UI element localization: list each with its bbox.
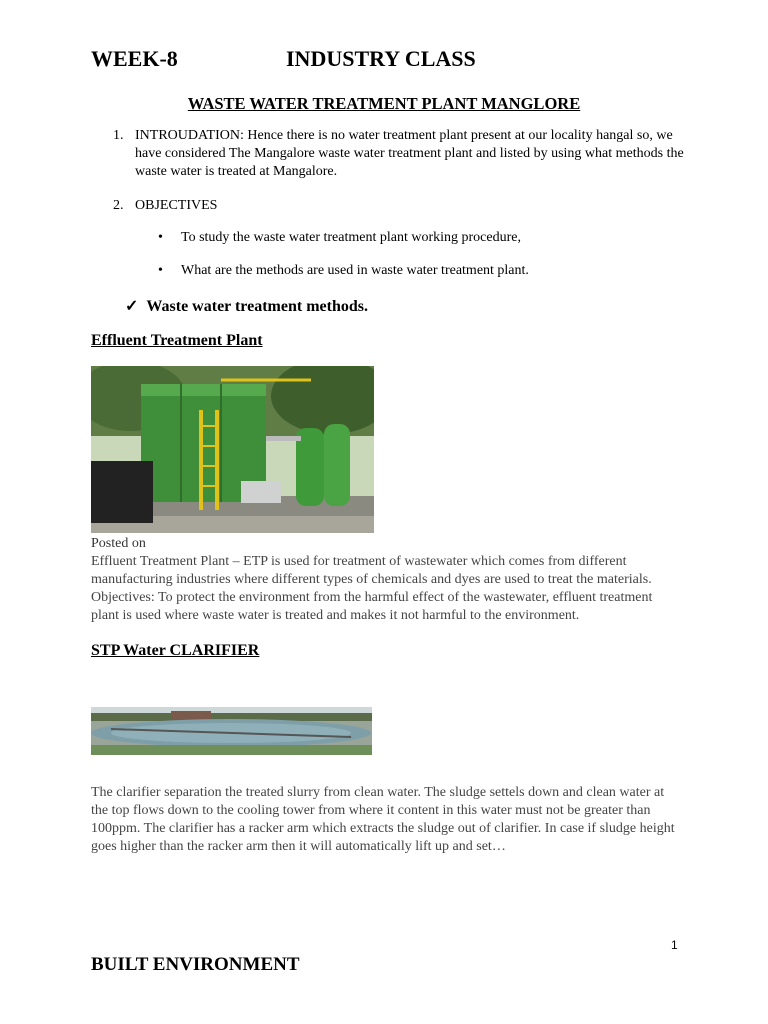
introduction-text: INTROUDATION: Hence there is no water treatment plant present at our locality hangal so, we have considered The Mangalore waste water treatment plant and listed by using what methods the waste water is treated at Mangalore. [135, 128, 684, 179]
posted-label: Posted on [91, 536, 146, 551]
footer-title: BUILT ENVIRONMENT [91, 954, 300, 975]
list-item [113, 197, 693, 215]
clarifier-description: The clarifier separation the treated slurry from clean water. The sludge settels down and clean water at the top flows down to the cooling tower from where it content in this water must not be greater than 100ppm. The clarifier has a racker arm which extracts the sludge out of clarifier. In case if sludge height goes higher than the racker arm then it will automatically lift up and set… [91, 785, 675, 854]
bullet-icon: • [158, 230, 163, 245]
etp-heading: Effluent Treatment Plant [91, 332, 263, 349]
objective-item: What are the methods are used in waste water treatment plant. [181, 263, 529, 278]
class-label: INDUSTRY CLASS [286, 46, 476, 71]
clarifier-photo [91, 707, 372, 755]
list-item [113, 127, 693, 181]
week-label: WEEK-8 [91, 46, 178, 71]
bullet-icon: • [158, 263, 163, 278]
objective-item: To study the waste water treatment plant working procedure, [181, 230, 521, 245]
page-number: 1 [671, 938, 678, 952]
objectives-label: OBJECTIVES [135, 198, 218, 213]
etp-description: Effluent Treatment Plant – ETP is used for treatment of wastewater which comes from different manufacturing industries where different types of chemicals and dyes are used to treat the materials. Objectives: To protect the environment from the harmful effect of the wastewater, effluent treatment plant is used where waste water is treated and makes it not harmful to the environment. [91, 554, 653, 623]
methods-heading [125, 296, 368, 316]
checkmark-icon: ✓ [125, 298, 139, 315]
methods-heading-text: Waste water treatment methods. [146, 298, 368, 315]
document-title: WASTE WATER TREATMENT PLANT MANGLORE [187, 94, 581, 113]
stp-heading: STP Water CLARIFIER [91, 642, 260, 659]
numbered-list [113, 127, 693, 213]
list-number: 1. [113, 128, 124, 143]
list-number: 2. [113, 198, 124, 213]
etp-photo [91, 366, 374, 533]
